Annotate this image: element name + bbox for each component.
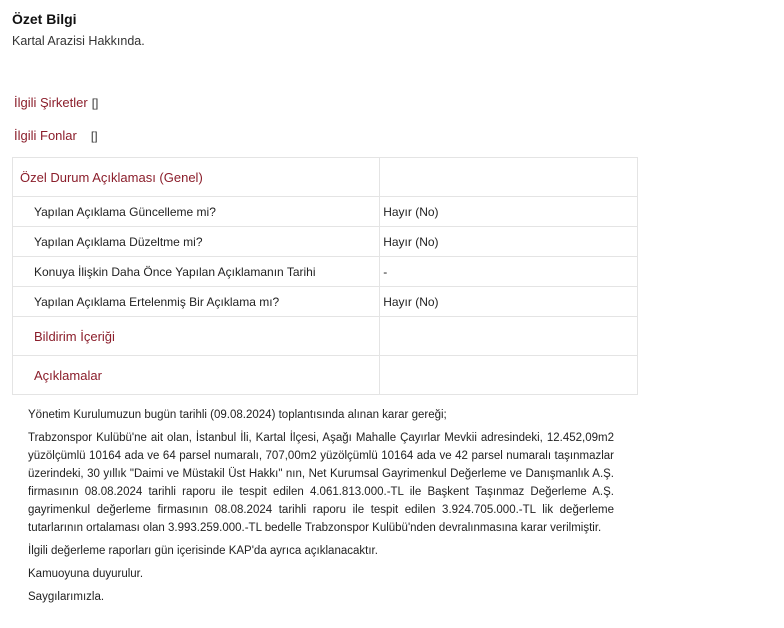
table-row — [13, 227, 638, 257]
row-label: Yapılan Açıklama Düzeltme mi? — [13, 227, 380, 257]
table-header-empty-cell — [380, 158, 638, 197]
disclosure-table — [12, 157, 638, 395]
related-funds-label[interactable]: İlgili Fonlar — [14, 128, 77, 143]
notes-paragraph-intro: Yönetim Kurulumuzun bugün tarihli (09.08.2024) toplantısında alınan karar gereği; — [28, 409, 447, 421]
content-heading-empty-cell — [380, 317, 638, 356]
related-funds-section[interactable] — [14, 128, 98, 143]
row-value: - — [380, 257, 638, 287]
notes-heading-row — [13, 356, 638, 395]
content-heading: Bildirim İçeriği — [13, 317, 380, 356]
notes-paragraph-closing: Saygılarımızla. — [28, 591, 105, 603]
notes-body — [28, 406, 614, 611]
row-label: Yapılan Açıklama Ertelenmiş Bir Açıklama mı? — [13, 287, 380, 317]
row-value: Hayır (No) — [380, 287, 638, 317]
related-companies-value: [] — [91, 96, 99, 110]
table-header-title: Özel Durum Açıklaması (Genel) — [13, 158, 380, 197]
row-value: Hayır (No) — [380, 197, 638, 227]
notes-paragraph-reports: İlgili değerleme raporları gün içerisinde KAP'da ayrıca açıklanacaktır. — [28, 545, 378, 557]
related-companies-section[interactable] — [14, 95, 98, 110]
notes-paragraph-announcement: Kamuoyuna duyurulur. — [28, 568, 144, 580]
related-companies-label[interactable]: İlgili Şirketler — [14, 95, 88, 110]
related-funds-value: [] — [90, 129, 98, 143]
notes-paragraph-main: Trabzonspor Kulübü'ne ait olan, İstanbul İli, Kartal İlçesi, Aşağı Mahalle Çayırlar Mevkii adresindeki, 12.452,09m2 yüzölçümlü 10164 ada ve 64 parsel numaralı, 707,00m2 yüzölçümlü 10164 ada ve 42 parsel numaralı taşınmazlar üzerindeki, 30 yıllık "Daimi ve Müstakil Üst Hakkı" nın, Net Kurumsal Gayrimenkul Değerleme ve Danışmanlık A.Ş. firmasının 08.08.2024 tarihli raporu ile tespit edilen 4.061.813.000.-TL ile Başkent Taşınmaz Değerleme A.Ş. gayrimenkul değerleme firmasının 08.08.2024 tarihli raporu ile tespit edilen 3.924.705.000.-TL lik değerleme tutarlarının ortalaması olan 3.993.259.000.-TL bedelle Trabzonspor Kulübü'nden devralınmasına karar verilmiştir. — [28, 432, 614, 534]
row-value: Hayır (No) — [380, 227, 638, 257]
notes-heading: Açıklamalar — [13, 356, 380, 395]
table-row — [13, 257, 638, 287]
notes-heading-empty-cell — [380, 356, 638, 395]
row-label: Yapılan Açıklama Güncelleme mi? — [13, 197, 380, 227]
table-row — [13, 287, 638, 317]
table-header-row — [13, 158, 638, 197]
summary-subtitle: Kartal Arazisi Hakkında. — [12, 34, 145, 48]
summary-title: Özet Bilgi — [12, 11, 77, 27]
content-heading-row — [13, 317, 638, 356]
row-label: Konuya İlişkin Daha Önce Yapılan Açıklamanın Tarihi — [13, 257, 380, 287]
table-row — [13, 197, 638, 227]
